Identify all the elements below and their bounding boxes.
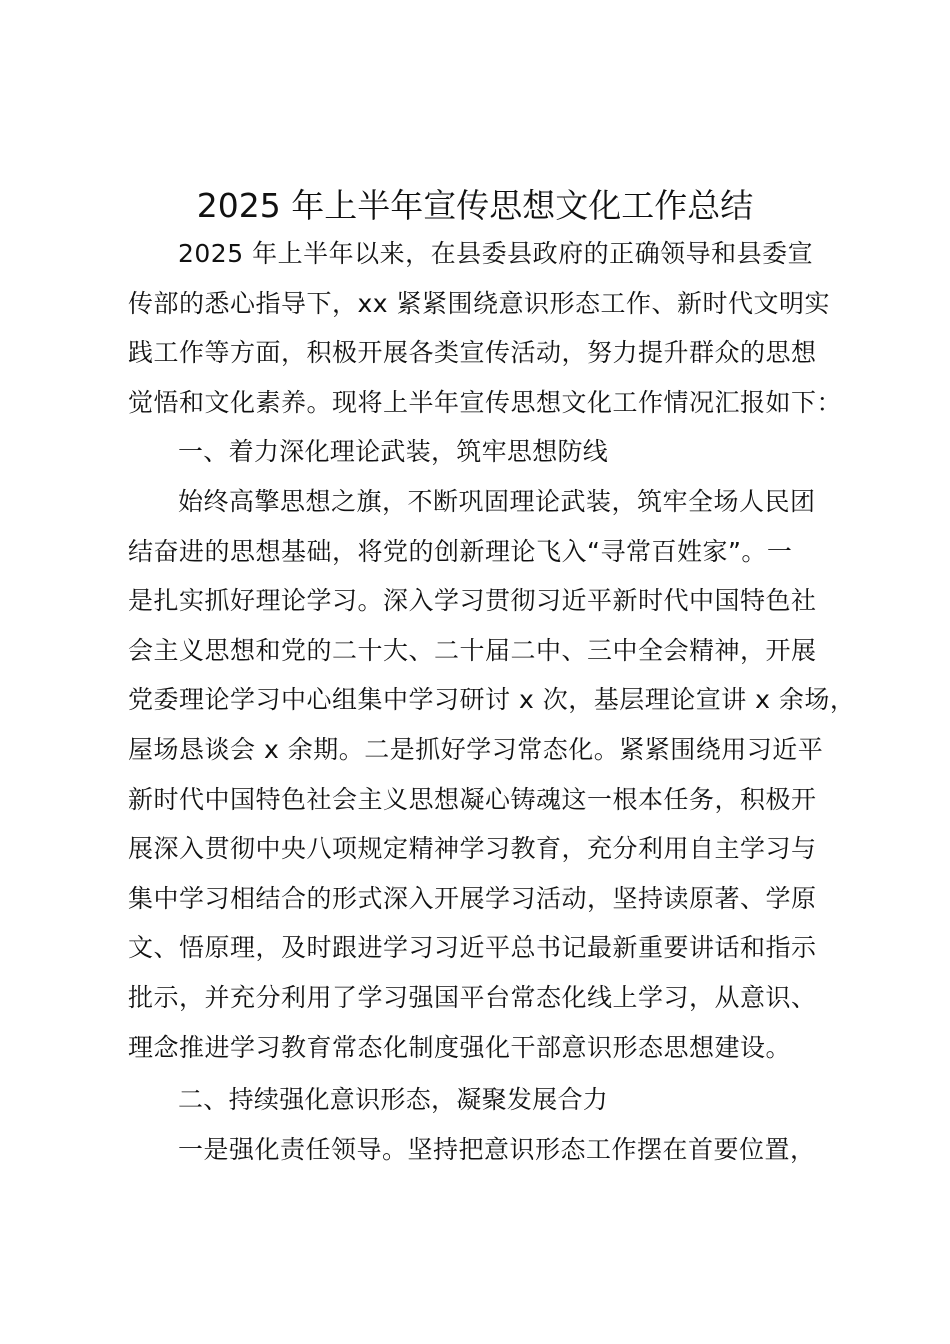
paragraph-section1-line-3: 是扎实抓好理论学习。深入学习贯彻习近平新时代中国特色社 <box>128 586 817 616</box>
paragraph-intro-line-2: 传部的悉心指导下，xx 紧紧围绕意识形态工作、新时代文明实 <box>128 288 831 318</box>
paragraph-section1-line-4: 会主义思想和党的二十大、二十届二中、三中全会精神，开展 <box>128 635 817 665</box>
paragraph-section1-line-10: 文、悟原理，及时跟进学习习近平总书记最新重要讲话和指示 <box>128 933 817 963</box>
section-heading-2: 二、持续强化意识形态，凝聚发展合力 <box>178 1085 609 1115</box>
paragraph-section1-line-8: 展深入贯彻中央八项规定精神学习教育，充分利用自主学习与 <box>128 834 817 864</box>
document-title: 2025 年上半年宣传思想文化工作总结 <box>196 186 754 225</box>
paragraph-section1-line-2: 结奋进的思想基础，将党的创新理论飞入“寻常百姓家”。一 <box>128 536 793 566</box>
paragraph-intro-line-3: 践工作等方面，积极开展各类宣传活动，努力提升群众的思想 <box>128 338 817 368</box>
paragraph-section1-line-11: 批示，并充分利用了学习强国平台常态化线上学习，从意识、 <box>128 982 817 1012</box>
section-heading-1: 一、着力深化理论武装，筑牢思想防线 <box>178 437 609 467</box>
paragraph-section1-line-7: 新时代中国特色社会主义思想凝心铸魂这一根本任务，积极开 <box>128 784 817 814</box>
paragraph-section2-line-1: 一是强化责任领导。坚持把意识形态工作摆在首要位置， <box>178 1134 816 1164</box>
paragraph-intro-line-1: 2025 年上半年以来，在县委县政府的正确领导和县委宣 <box>178 239 814 268</box>
paragraph-section1-line-9: 集中学习相结合的形式深入开展学习活动，坚持读原著、学原 <box>128 883 817 913</box>
paragraph-section1-line-6: 屋场恳谈会 x 余期。二是抓好学习常态化。紧紧围绕用习近平 <box>128 734 824 764</box>
paragraph-section1-line-1: 始终高擎思想之旗，不断巩固理论武装，筑牢全场人民团 <box>178 486 816 516</box>
paragraph-intro-line-4: 觉悟和文化素养。现将上半年宣传思想文化工作情况汇报如下： <box>128 387 843 417</box>
paragraph-section1-line-5: 党委理论学习中心组集中学习研讨 x 次，基层理论宣讲 x 余场， <box>128 685 856 715</box>
paragraph-section1-line-12: 理念推进学习教育常态化制度强化干部意识形态思想建设。 <box>128 1032 792 1062</box>
document-body <box>128 229 856 1174</box>
